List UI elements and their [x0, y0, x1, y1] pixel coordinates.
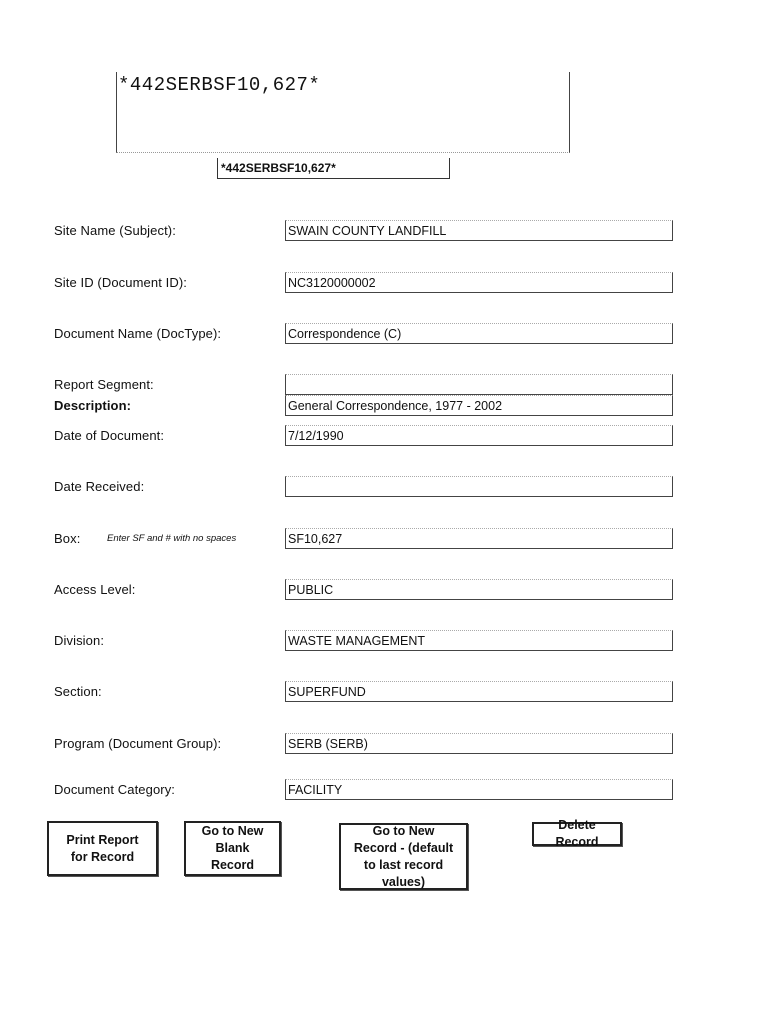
site-id-label: Site ID (Document ID):: [54, 275, 187, 290]
site-name-field[interactable]: SWAIN COUNTY LANDFILL: [285, 220, 673, 241]
site-id-field[interactable]: NC3120000002: [285, 272, 673, 293]
program-label: Program (Document Group):: [54, 736, 222, 751]
box-hint: Enter SF and # with no spaces: [107, 533, 237, 544]
access-level-label: Access Level:: [54, 582, 136, 597]
new-record-default-button-label: Go to New Record - (default to last record values): [353, 823, 454, 889]
site-name-label: Site Name (Subject):: [54, 223, 176, 238]
document-category-field[interactable]: FACILITY: [285, 779, 673, 800]
new-blank-record-button[interactable]: [184, 821, 281, 876]
date-of-document-field[interactable]: 7/12/1990: [285, 425, 673, 446]
box-field[interactable]: SF10,627: [285, 528, 673, 549]
date-of-document-label: Date of Document:: [54, 428, 165, 443]
date-received-label: Date Received:: [54, 479, 145, 494]
description-label: Description:: [54, 398, 132, 413]
delete-record-button-label: Delete Record: [555, 818, 599, 849]
report-segment-field[interactable]: [285, 374, 673, 395]
barcode-large: *442SERBSF10,627*: [118, 74, 321, 96]
delete-record-button[interactable]: [532, 818, 622, 849]
date-received-field[interactable]: [285, 476, 673, 497]
access-level-field[interactable]: PUBLIC: [285, 579, 673, 600]
document-category-label: Document Category:: [54, 782, 176, 797]
division-field[interactable]: WASTE MANAGEMENT: [285, 630, 673, 651]
program-field[interactable]: SERB (SERB): [285, 733, 673, 754]
document-name-field[interactable]: Correspondence (C): [285, 323, 673, 344]
print-report-button-label: Print Report for Record: [66, 832, 139, 864]
new-blank-record-button-label: Go to New Blank Record: [201, 824, 264, 872]
box-label: Box:: [54, 531, 81, 546]
report-segment-label: Report Segment:: [54, 377, 154, 392]
description-field[interactable]: General Correspondence, 1977 - 2002: [285, 395, 673, 416]
barcode-small: *442SERBSF10,627*: [217, 158, 450, 179]
section-label: Section:: [54, 684, 102, 699]
new-record-default-button[interactable]: [339, 823, 468, 890]
document-name-label: Document Name (DocType):: [54, 326, 222, 341]
division-label: Division:: [54, 633, 105, 648]
section-field[interactable]: SUPERFUND: [285, 681, 673, 702]
print-report-button[interactable]: [47, 821, 158, 876]
